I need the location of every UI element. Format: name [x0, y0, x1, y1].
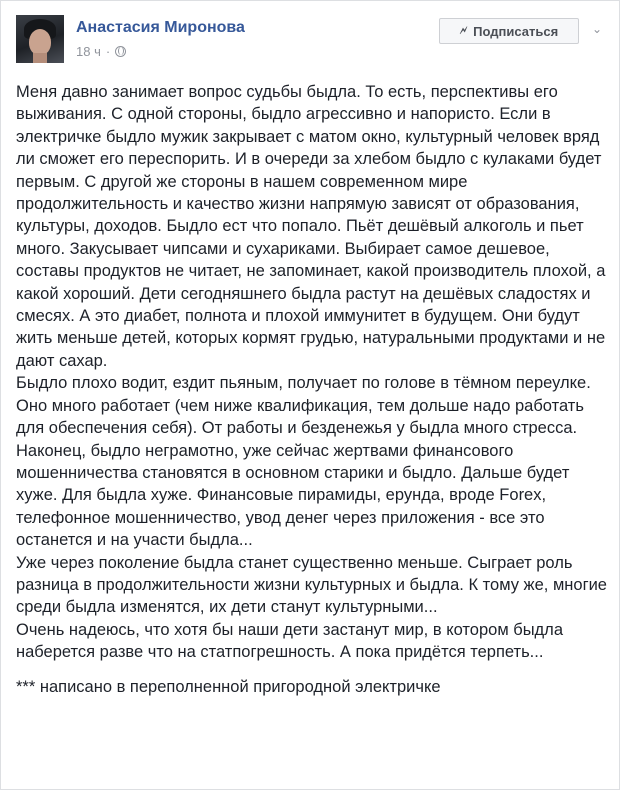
chevron-down-icon[interactable]: ⌄ — [592, 22, 603, 36]
post-header — [16, 15, 612, 63]
follow-button-label: Подписаться — [473, 23, 559, 39]
post-footnote: *** написано в переполненной пригородной электричке — [16, 677, 441, 696]
post-paragraph: Меня давно занимает вопрос судьбы быдла. То есть, перспективы его выживания. С одной стороны, быдло агрессивно и напористо. Если в электричке быдло мужик закрывает с матом окно, культурный человек вряд ли сможет его переспорить. И в очереди за хлебом быдло с кулаками будет первым. С другой же стороны в нашем современном мире продолжительность и качество жизни напрямую зависят от образования, культуры, доходов. Быдло ест что попало. Пьёт дешёвый алкоголь и пьет много. Закусывает чипсами и сухариками. Выбирает самое дешевое, составы продуктов не читает, не запоминает, какой производитель плохой, а какой хороший. Дети сегодняшнего быдла растут на дешёвых сладостях и смесях. А это диабет, полнота и плохой иммунитет в будущем. Они будут жить меньше детей, которых кормят грудью, натуральными продуктами и не дают сахар. — [16, 83, 606, 370]
author-name[interactable]: Анастасия Миронова — [76, 19, 245, 36]
post-paragraph: Очень надеюсь, что хотя бы наши дети застанут мир, в котором быдла наберется разве что на статпогрешность. А пока придётся терпеть... — [16, 620, 563, 662]
post-paragraph: Уже через поколение быдла станет существенно меньше. Сыграет роль разница в продолжительности жизни культурных и быдла. К тому же, многие среди быдла изменятся, их дети станут культурными... — [16, 553, 607, 617]
meta-separator: · — [105, 44, 111, 59]
rss-icon: 🗲 — [459, 24, 468, 37]
post-paragraph: Быдло плохо водит, ездит пьяным, получает по голове в тёмном переулке. Оно много работает (чем ниже квалификация, тем дольше надо работать для обеспечения себя). От работы и безденежья у быдла много стресса. Наконец, быдло неграмотно, уже сейчас жертвами финансового мошенничества становятся в основном старики и быдло. Дальше будет хуже. Для быдла хуже. Финансовые пирамиды, ерунда, вроде Forex, телефонное мошенничество, увод денег через приложения - все это останется и на участи быдла... — [16, 374, 591, 550]
avatar-face — [29, 29, 51, 55]
avatar-neck — [33, 53, 47, 63]
follow-button[interactable] — [439, 18, 579, 44]
post-meta — [76, 44, 126, 59]
avatar[interactable] — [16, 15, 64, 63]
globe-icon — [115, 46, 126, 57]
post-body — [16, 81, 608, 698]
post-time[interactable]: 18 ч — [76, 44, 101, 59]
